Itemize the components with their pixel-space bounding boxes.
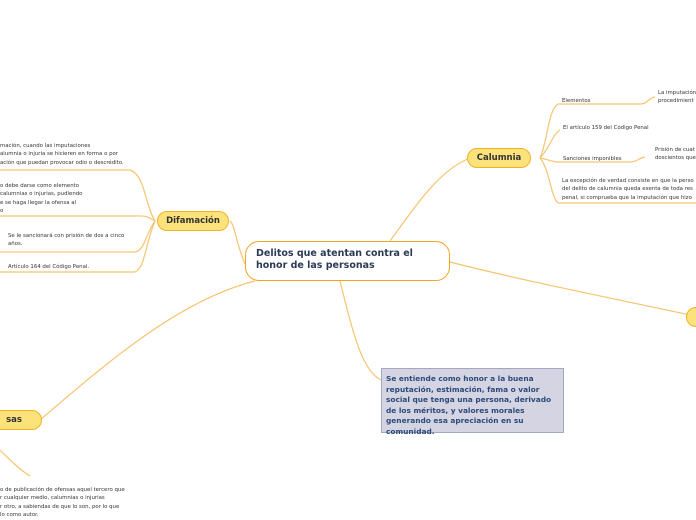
connector-dif-4 — [135, 221, 155, 272]
connector-sanciones — [540, 158, 560, 162]
central-topic-title: Delitos que atentan contra el honor de las personas — [256, 248, 413, 271]
ofensas-detalle-line: r cualquier medio, calumnias o injurias — [0, 495, 105, 502]
central-topic[interactable] — [245, 241, 450, 281]
ofensas-detalle-line: r otro, a sabiendas de que lo son, por lo que — [0, 503, 120, 510]
connector-articulo159 — [540, 130, 560, 158]
connector-dif-2 — [130, 216, 155, 221]
difamacion-elemento[interactable] — [0, 182, 82, 216]
difamacion-elemento-line: o debe darse como elemento — [0, 183, 80, 189]
connector-calumnia — [390, 158, 470, 241]
calumnia-elementos[interactable]: Elementos — [562, 98, 591, 104]
calumnia-articulo159[interactable]: El artículo 159 del Código Penal — [563, 125, 649, 131]
calumnia-sanciones[interactable]: Sanciones imponibles — [563, 156, 622, 162]
calumnia-excepcion-line: del delito de calumnia queda exenta de toda res — [562, 186, 693, 193]
connector-elementos — [540, 104, 558, 158]
difamacion-definicion[interactable] — [0, 142, 124, 167]
topic-difamacion[interactable] — [157, 211, 229, 231]
difamacion-elemento-line: e se haga llegar la ofensa al — [0, 199, 77, 206]
topic-calumnia-label: Calumnia — [476, 153, 522, 163]
calumnia-sanciones-detail[interactable] — [655, 146, 696, 163]
definition-note-text: Se entiende como honor a la buena reputación, estimación, fama o valor social que tenga una persona, derivado de los méritos, y valores morales generando esa apreciación en su comunidad. — [386, 374, 552, 436]
calumnia-excepcion[interactable] — [562, 177, 694, 202]
calumnia-excepcion-line: La excepción de verdad consiste en que la perso — [562, 178, 694, 184]
calumnia-elementos-detail-line: La imputación — [658, 90, 696, 96]
calumnia-sanciones-detail-line: Prisión de cuat — [655, 147, 695, 153]
ofensas-detalle[interactable] — [0, 486, 125, 520]
difamacion-definicion-line: ación que puedan provocar odio o descrédito. — [0, 159, 124, 166]
connector-ofensas-child — [0, 450, 30, 476]
difamacion-sancion-line: años. — [8, 241, 23, 248]
calumnia-excepcion-line: penal, si comprueba que la imputación que hizo — [562, 194, 692, 201]
connector-dif-3 — [135, 221, 155, 252]
difamacion-definicion-line: mación, cuando las imputaciones — [0, 143, 91, 149]
difamacion-elemento-line: calumnias o injurias, pudiendo — [0, 191, 83, 198]
difamacion-sancion-line: Se le sancionará con prisión de dos a cinco — [8, 233, 125, 239]
difamacion-elemento-line: o — [0, 208, 4, 215]
connector-dif-1 — [130, 170, 155, 221]
topic-ofensas-label: sas — [6, 415, 22, 425]
difamacion-articulo164[interactable]: Artículo 164 del Código Penal. — [8, 264, 90, 270]
ofensas-detalle-line: lo como autor. — [0, 512, 39, 519]
connector-note — [340, 281, 381, 380]
connector-right-branch — [450, 262, 690, 315]
topic-ofensas[interactable] — [0, 410, 42, 430]
calumnia-sanciones-detail-line: doscientos que — [655, 155, 696, 162]
definition-note[interactable] — [381, 368, 564, 436]
calumnia-elementos-detail[interactable] — [658, 89, 696, 106]
difamacion-definicion-line: alumnia o injuria se hicieren en forma o por — [0, 151, 119, 158]
topic-calumnia[interactable] — [467, 148, 531, 168]
connector-excepcion — [540, 158, 558, 203]
calumnia-elementos-detail-line: procedimient — [658, 98, 694, 105]
connector-difamacion — [230, 221, 245, 264]
connector-ofensas — [40, 281, 255, 420]
difamacion-sancion[interactable] — [8, 232, 124, 249]
topic-difamacion-label: Difamación — [166, 216, 220, 226]
ofensas-detalle-line: o de publicación de ofensas aquel tercero que — [0, 487, 125, 493]
